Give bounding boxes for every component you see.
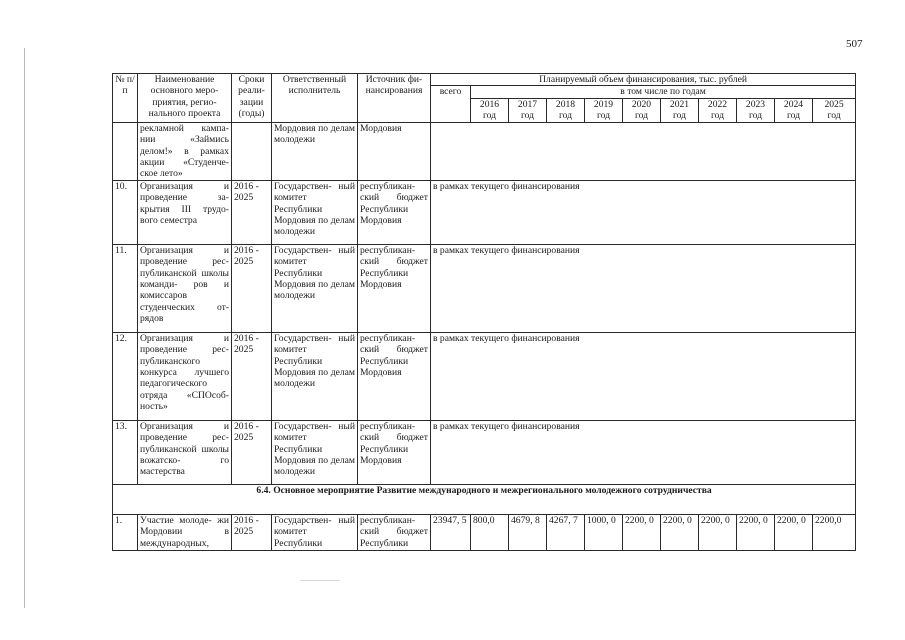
last-row-value: 1000, 0: [585, 514, 623, 550]
scan-artifact: [300, 580, 340, 581]
last-row-num: 1.: [113, 514, 138, 550]
cont-financing: [431, 122, 856, 180]
row-source: республикан- ский бюджет Республики Мордовия: [358, 244, 431, 332]
header-total: всего: [431, 86, 471, 122]
header-year-2024: [775, 98, 813, 122]
table-row: [113, 420, 856, 484]
scan-edge-line: [24, 48, 25, 608]
header-year-suffix: год: [482, 110, 497, 122]
last-row-value: 2200, 0: [775, 514, 813, 550]
header-year-2017: [509, 98, 547, 122]
row-period: 2016 - 2025: [232, 244, 272, 332]
header-year-suffix: год: [672, 110, 687, 122]
last-row-value: 2200, 0: [623, 514, 661, 550]
header-year-value: 2016: [479, 98, 500, 110]
row-source: республикан- ский бюджет Республики Мордовия: [358, 332, 431, 420]
header-year-value: 2023: [745, 98, 766, 110]
row-period: 2016 - 2025: [232, 332, 272, 420]
row-source: республикан- ский бюджет Республики Мордовия: [358, 420, 431, 484]
financing-plan-table: [112, 73, 856, 551]
last-row-source: республикан- ский бюджет Республики: [358, 514, 431, 550]
row-executor: Государствен- ный комитет Республики Мордовия по делам молодежи: [272, 244, 358, 332]
header-planned-volume: Планируемый объем финансирования, тыс. рублей: [431, 74, 856, 86]
header-year-2022: [699, 98, 737, 122]
header-year-suffix: год: [596, 110, 611, 122]
header-year-value: 2025: [824, 98, 844, 110]
cont-name: рекламной кампа- нии «Займись делом!» в рамках акции «Студенче- ское лето»: [138, 122, 232, 180]
row-period: 2016 - 2025: [232, 180, 272, 244]
header-year-value: 2017: [517, 98, 538, 110]
header-executor: Ответственный исполнитель: [272, 74, 358, 123]
header-year-2019: [585, 98, 623, 122]
row-financing: в рамках текущего финансирования: [431, 420, 856, 484]
header-year-value: 2020: [631, 98, 652, 110]
row-source: республикан- ский бюджет Республики Мордовия: [358, 180, 431, 244]
table-row: [113, 244, 856, 332]
row-financing: в рамках текущего финансирования: [431, 180, 856, 244]
header-year-2025: [813, 98, 856, 122]
row-financing: в рамках текущего финансирования: [431, 244, 856, 332]
header-year-2020: [623, 98, 661, 122]
header-year-value: 2022: [707, 98, 728, 110]
row-num: 11.: [113, 244, 138, 332]
section-title: 6.4. Основное мероприятие Развитие международного и межрегионального молодежного сотрудничества: [113, 484, 856, 514]
page-number: 507: [846, 38, 863, 50]
header-year-2018: [547, 98, 585, 122]
row-num: 10.: [113, 180, 138, 244]
row-name: Организация и проведение за- крытия III трудо- вого семестра: [138, 180, 232, 244]
header-year-suffix: год: [710, 110, 725, 122]
header-num: № п/ п: [113, 74, 138, 123]
header-year-suffix: год: [558, 110, 573, 122]
last-row-value: 4267, 7: [547, 514, 585, 550]
header-year-2021: [661, 98, 699, 122]
last-row-value: 2200, 0: [737, 514, 775, 550]
header-year-value: 2024: [783, 98, 804, 110]
last-row-value: 4679, 8: [509, 514, 547, 550]
last-row-executor: Государствен- ный комитет Республики: [272, 514, 358, 550]
row-executor: Государствен- ный комитет Республики Мордовия по делам молодежи: [272, 332, 358, 420]
table-row: [113, 180, 856, 244]
header-year-2023: [737, 98, 775, 122]
header-year-2016: [471, 98, 509, 122]
row-name: Организация и проведение рес- публиканской школы команди- ров и комиссаров студенческих от- рядов: [138, 244, 232, 332]
cont-period: [232, 122, 272, 180]
last-row-value: 2200, 0: [661, 514, 699, 550]
row-num: 13.: [113, 420, 138, 484]
header-year-suffix: год: [748, 110, 763, 122]
header-source: Источник фи- нансирования: [358, 74, 431, 123]
header-name: Наименование основного меро- приятия, регио- нального проекта: [138, 74, 232, 123]
header-year-value: 2021: [669, 98, 690, 110]
last-row-value: 2200,0: [813, 514, 856, 550]
header-year-suffix: год: [827, 110, 841, 122]
cont-executor: Мордовия по делам молодежи: [272, 122, 358, 180]
row-executor: Государствен- ный комитет Республики Мордовия по делам молодежи: [272, 180, 358, 244]
last-row-value: 2200, 0: [699, 514, 737, 550]
row-name: Организация и проведение рес- публиканского конкурса лучшего педагогического отряда «СПОсоб- ность»: [138, 332, 232, 420]
last-row-total: 23947, 5: [431, 514, 471, 550]
last-row-value: 800,0: [471, 514, 509, 550]
table-row: [113, 332, 856, 420]
row-executor: Государствен- ный комитет Республики Мордовия по делам молодежи: [272, 420, 358, 484]
header-year-suffix: год: [634, 110, 649, 122]
cont-num: [113, 122, 138, 180]
header-year-suffix: год: [786, 110, 801, 122]
row-name: Организация и проведение рес- публиканской школы вожатско- го мастерства: [138, 420, 232, 484]
header-period: Сроки реали- зации (годы): [232, 74, 272, 123]
last-row-name: Участие молоде- жи Мордовии в международных,: [138, 514, 232, 550]
row-period: 2016 - 2025: [232, 420, 272, 484]
header-year-suffix: год: [520, 110, 535, 122]
cont-source: Мордовия: [358, 122, 431, 180]
row-num: 12.: [113, 332, 138, 420]
header-year-value: 2019: [593, 98, 614, 110]
header-by-years: в том числе по годам: [471, 86, 856, 98]
row-financing: в рамках текущего финансирования: [431, 332, 856, 420]
header-year-value: 2018: [555, 98, 576, 110]
last-row-period: 2016 - 2025: [232, 514, 272, 550]
